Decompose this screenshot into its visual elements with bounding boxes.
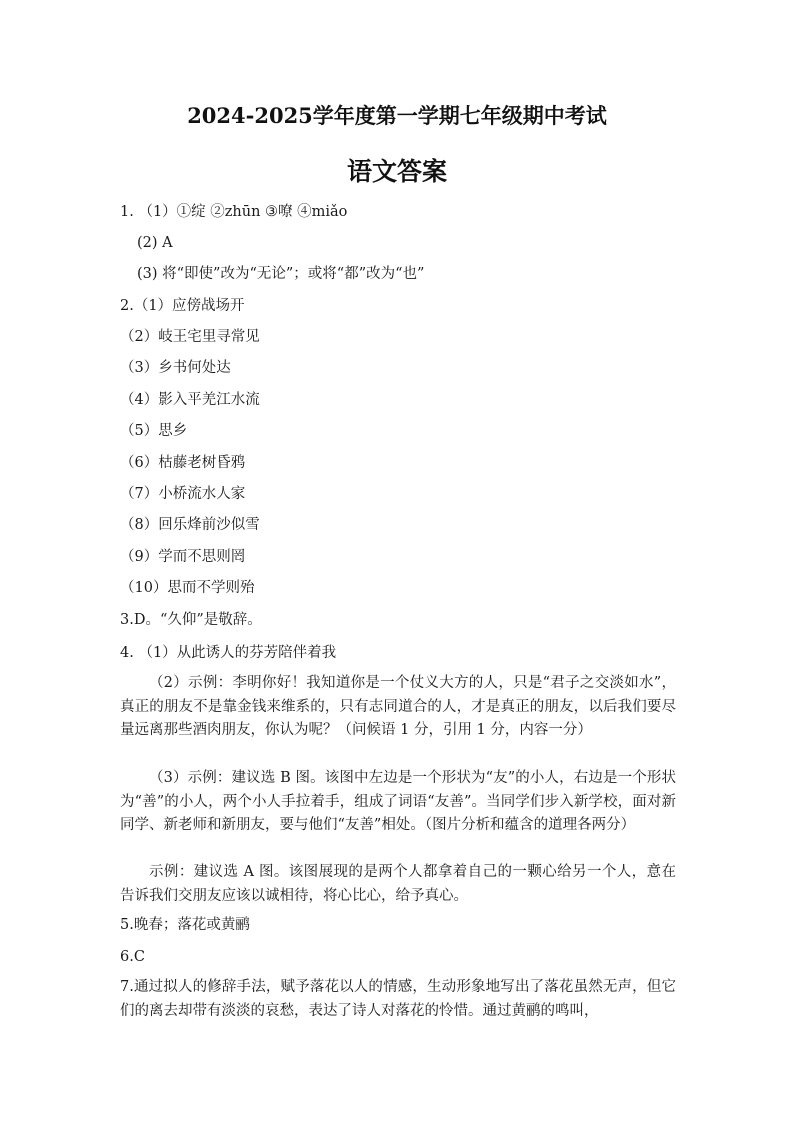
q2-part3: （3）乡书何处达 [120,360,231,376]
q2-part10: （10）思而不学则殆 [120,580,255,596]
q4-part1: 4. （1）从此诱人的芬芳陪伴着我 [120,645,337,661]
q1-part1: 1. （1）①绽 ②zhūn ③嘹 ④miǎo [120,204,348,220]
q5-answer: 5.晚春；落花或黄鹂 [120,917,250,933]
q1-part3: (3) 将“即使”改为“无论”；或将“都”改为“也” [137,266,425,282]
q4-part2: （2）示例：李明你好！我知道你是一个仗义大方的人，只是“君子之交淡如水”，真正的朋友不是靠金钱来维系的，只有志同道合的人，才是真正的朋友，以后我们要尽量远离那些酒肉朋友，你认为呢？（问候语 1 分，引用 1 分，内容一分） [120,675,676,738]
q2-part4: （4）影入平羌江水流 [120,392,260,408]
q2-part7: （7）小桥流水人家 [120,486,246,502]
q4-part3-example-a: 示例：建议选 A 图。该图展现的是两个人都拿着自己的一颗心给另一个人，意在告诉我们交朋友应该以诚相待，将心比心，给予真心。 [120,864,676,904]
q2-part5: （5）思乡 [120,423,188,439]
q6-answer: 6.C [120,949,145,965]
q2-part8: （8）回乐烽前沙似雪 [120,517,260,533]
q3-answer: 3.D。“久仰”是敬辞。 [120,612,262,628]
q2-part6: （6）枯藤老树昏鸦 [120,455,246,471]
q1-part2: (2) A [137,235,173,251]
q2-part1: 2.（1）应傍战场开 [120,298,245,314]
q2-part2: （2）岐王宅里寻常见 [120,329,260,345]
exam-title: 2024-2025学年度第一学期七年级期中考试 [187,103,607,128]
answer-subtitle: 语文答案 [346,157,447,186]
q7-answer: 7.通过拟人的修辞手法，赋予落花以人的情感，生动形象地写出了落花虽然无声，但它们的离去却带有淡淡的哀愁，表达了诗人对落花的怜惜。通过黄鹂的鸣叫， [120,979,676,1019]
q4-part3: （3）示例：建议选 B 图。该图中左边是一个形状为“友”的小人，右边是一个形状为“善”的小人，两个小人手拉着手，组成了词语“友善”。当同学们步入新学校，面对新同学、新老师和新朋友，要与他们“友善”相处。（图片分析和蕴含的道理各两分） [120,770,676,833]
q2-part9: （9）学而不思则罔 [120,549,246,565]
